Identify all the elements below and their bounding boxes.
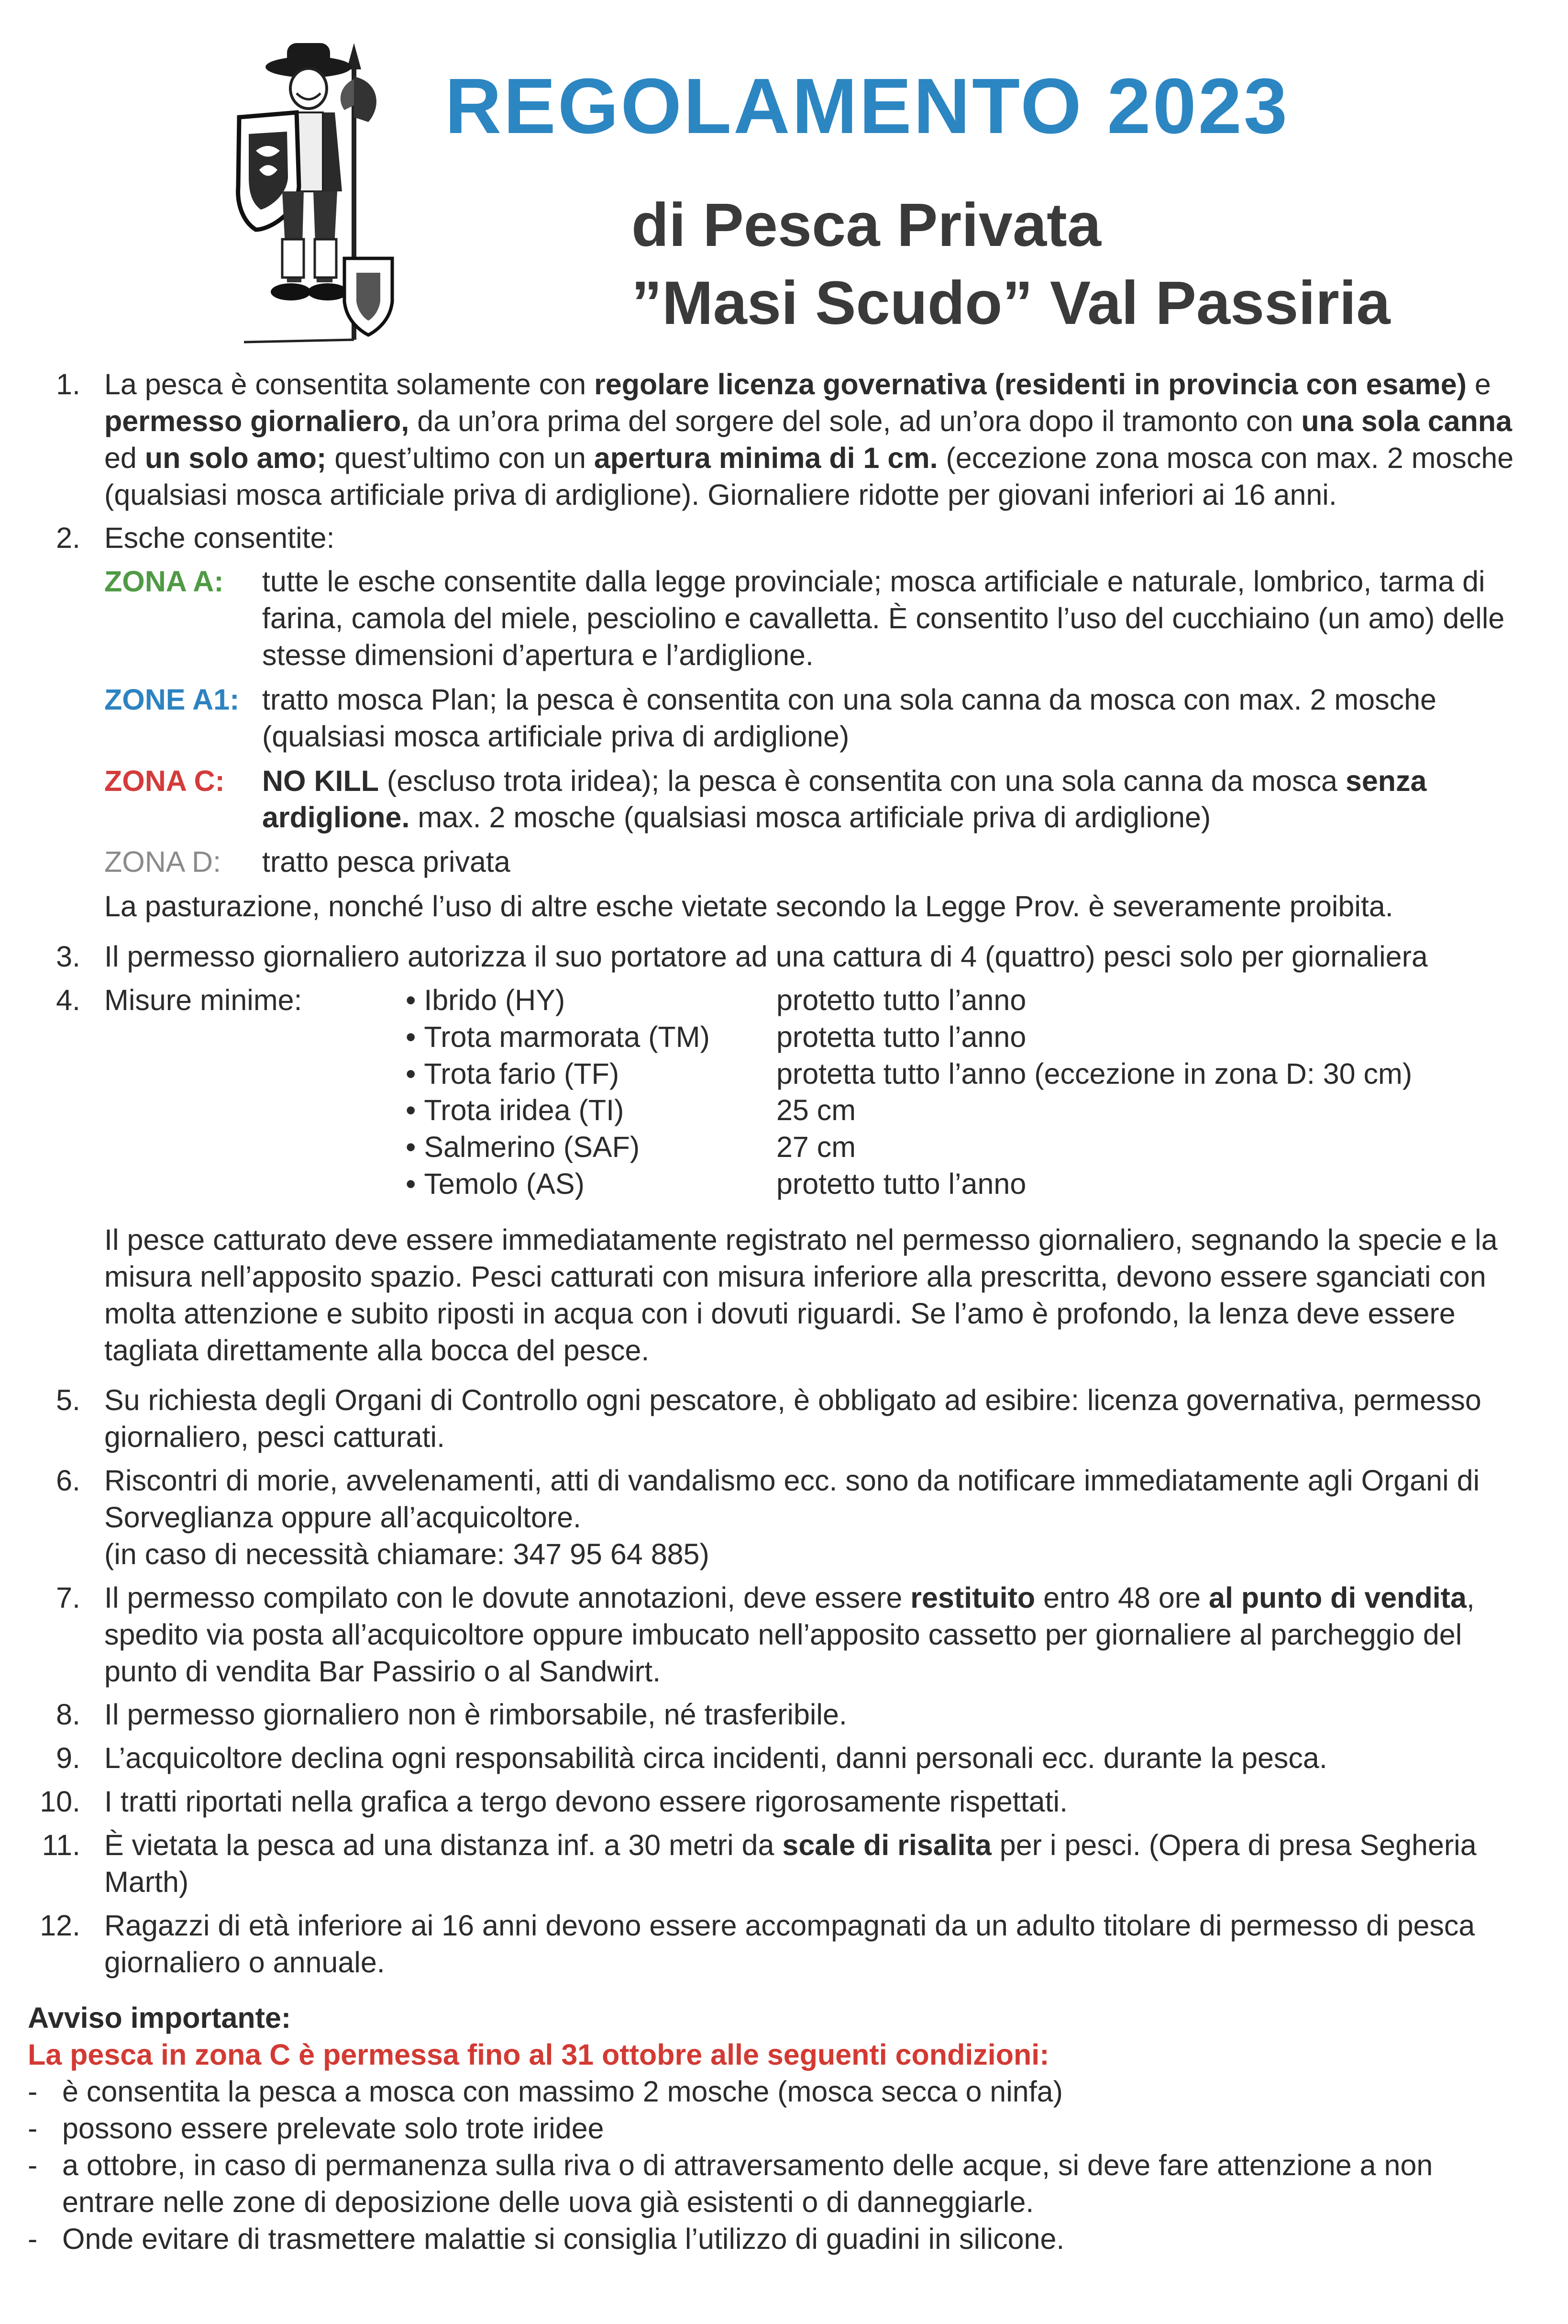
list-item [28,2110,1516,2147]
zone-a1 [104,681,1516,755]
species-name: • Ibrido (HY) [406,982,776,1019]
text-run: La pesca è consentita solamente con [104,368,595,400]
emergency-phone: (in caso di necessità chiamare: 347 95 64 885) [104,1537,709,1570]
text-run: , spedito via posta all’acquicoltore oppure imbucato nell’apposito cassetto per giornaliere al parcheggio del punto di vendita Bar Passirio o al Sandwirt. [104,1581,1475,1688]
list-item [28,2073,1516,2110]
important-notice [28,2000,1516,2257]
rule-text [104,1462,1516,1573]
rule-12 [28,1907,1516,1981]
rule-number: 7. [56,1581,80,1614]
zone-d [104,844,1516,880]
rule-text: Il permesso giornaliero non è rimborsabile, né trasferibile. [104,1698,847,1731]
species-size: protetto tutto l’anno [776,983,1027,1016]
list-item-text: è consentita la pesca a mosca con massimo 2 mosche (mosca secca o ninfa) [62,2075,1063,2108]
list-item [28,2221,1516,2257]
dash-marker: - [28,2222,38,2255]
rule-text [104,520,1516,932]
zone-a-text: tutte le esche consentite dalla legge provinciale; mosca artificiale e naturale, lombrico, tarma di farina, camola del miele, pesciolino e cavalletta. È consentito l’uso del cucchiaino (un amo) delle stesse dimensioni d’apertura e l’ardiglione. [262,565,1505,672]
species-size: 27 cm [776,1131,856,1164]
zone-c-label: ZONA C: [104,764,225,797]
text-run: max. 2 mosche (qualsiasi mosca artificiale priva di ardiglione) [409,801,1211,834]
species-size: protetta tutto l’anno (eccezione in zona D: 30 cm) [776,1057,1413,1090]
bold-run: senza ardiglione. [262,764,1427,834]
zone-d-text: tratto pesca privata [262,845,510,878]
rule-4 [28,982,1516,1376]
dash-marker: - [28,2075,38,2108]
text-run: entro 48 ore [1035,1581,1209,1614]
logo-guard-figure-icon [210,33,402,349]
subtitle-line-2: ”Masi Scudo” Val Passiria [631,268,1391,337]
rule-1 [28,366,1516,513]
rule-6-text: Riscontri di morie, avvelenamenti, atti di vandalismo ecc. sono da notificare immediatamente agli Organi di Sorveglianza oppure all’acquicoltore. [104,1464,1480,1534]
rule-number: 9. [56,1742,80,1775]
rule-number: 10. [40,1785,80,1818]
bold-run: restituito [910,1581,1036,1614]
rule-text: Il permesso giornaliero autorizza il suo portatore ad una cattura di 4 (quattro) pesci solo per giornaliera [104,940,1428,973]
bold-run: una sola canna [1301,404,1513,437]
text-run: Il permesso compilato con le dovute annotazioni, deve essere [104,1581,911,1614]
text-run: quest’ultimo con un [326,441,594,474]
rule-9 [28,1740,1516,1777]
list-item [28,2147,1516,2221]
rule-number: 4. [56,983,80,1016]
zone-a [104,563,1516,674]
bold-run: regolare licenza governativa (residenti in provincia con esame) [594,368,1467,400]
text-run: da un’ora prima del sorgere del sole, ad un’ora dopo il tramonto con [409,404,1302,437]
species-name: • Temolo (AS) [406,1166,776,1202]
rules-list [28,366,1516,2257]
rule-text [104,982,1516,1376]
notice-list [28,2073,1516,2257]
bold-run: apertura minima di 1 cm. [594,441,938,474]
list-item-text: possono essere prelevate solo trote iridee [62,2112,604,2145]
rule-8 [28,1696,1516,1733]
bold-run: un solo amo; [144,441,327,474]
minimum-sizes-label: Misure minime: [104,983,302,1016]
rule-text [104,1579,1516,1690]
rule-6 [28,1462,1516,1573]
rule-3 [28,938,1516,975]
rule-2-intro: Esche consentite: [104,522,335,555]
rule-number: 3. [56,940,80,973]
zone-c [104,763,1516,836]
dash-marker: - [28,2112,38,2145]
bold-run: al punto di vendita [1209,1581,1467,1614]
text-run: (eccezione zona mosca con max. 2 mosche (qualsiasi mosca artificiale priva di ardiglione). Giornaliere ridotte per giovani inferiori ai 16 anni. [104,441,1514,511]
rule-10 [28,1783,1516,1820]
text-run: ed [104,441,145,474]
rule-number: 5. [56,1384,80,1417]
rule-text [104,366,1516,513]
rule-4-note: Il pesce catturato deve essere immediatamente registrato nel permesso giornaliero, segnando la specie e la misura nell’apposito spazio. Pesci catturati con misura inferiore alla prescritta, devono essere sganciati con molta attenzione e subito riposti in acqua con i dovuti riguardi. Se l’amo è profondo, la lenza deve essere tagliata direttamente alla bocca del pesce. [104,1223,1498,1367]
zones-list [104,563,1516,880]
text-run: per i pesci. (Opera di presa Segheria Marth) [104,1828,1477,1898]
rule-number: 1. [56,368,80,400]
zone-a-label: ZONA A: [104,565,224,598]
rule-text: Su richiesta degli Organi di Controllo ogni pescatore, è obbligato ad esibire: licenza governativa, permesso giornaliero, pesci catturati. [104,1384,1481,1454]
rule-number: 12. [40,1909,80,1942]
notice-subheading: La pesca in zona C è permessa fino al 31 ottobre alle seguenti condizioni: [28,2038,1049,2071]
zone-d-label: ZONA D: [104,845,221,878]
text-run: e [1466,368,1491,400]
zone-a1-label: ZONE A1: [104,683,240,716]
species-size: protetto tutto l’anno [776,1168,1027,1201]
list-item-text: a ottobre, in caso di permanenza sulla riva o di attraversamento delle acque, si deve fare attenzione a non entrare nelle zone di deposizione delle uova già esistenti o di danneggiarle. [62,2148,1433,2218]
text-run: (escluso trota iridea); la pesca è consentita con una sola canna da mosca [378,764,1346,797]
zone-a1-text: tratto mosca Plan; la pesca è consentita con una sola canna da mosca con max. 2 mosche (qualsiasi mosca artificiale priva di ardiglione) [262,683,1436,753]
rule-text: L’acquicoltore declina ogni responsabilità circa incidenti, danni personali ecc. durante la pesca. [104,1742,1327,1775]
bold-run: scale di risalita [782,1828,992,1861]
rule-text [104,1827,1516,1901]
minimum-sizes [104,982,1516,1202]
dash-marker: - [28,2148,38,2181]
rule-2 [28,520,1516,932]
bold-run: permesso giornaliero, [104,404,409,437]
species-name: • Trota iridea (TI) [406,1092,776,1129]
rule-number: 2. [56,522,80,555]
rule-2-outro: La pasturazione, nonché l’uso di altre esche vietate secondo la Legge Prov. è severamente proibita. [104,890,1393,923]
species-size: 25 cm [776,1094,856,1127]
rule-5 [28,1382,1516,1456]
list-item-text: Onde evitare di trasmettere malattie si consiglia l’utilizzo di guadini in silicone. [62,2222,1065,2255]
rule-number: 11. [42,1828,80,1861]
rule-text: Ragazzi di età inferiore ai 16 anni devono essere accompagnati da un adulto titolare di permesso di pesca giornaliero o annuale. [104,1909,1475,1979]
species-name: • Trota fario (TF) [406,1056,776,1092]
species-name: • Trota marmorata (TM) [406,1019,776,1056]
rule-number: 8. [56,1698,80,1731]
rule-11 [28,1827,1516,1901]
page-subtitle [631,187,1391,342]
rule-text: I tratti riportati nella grafica a tergo devono essere rigorosamente rispettati. [104,1785,1068,1818]
species-name: • Salmerino (SAF) [406,1129,776,1166]
rule-7 [28,1579,1516,1690]
bold-run: NO KILL [262,764,379,797]
species-size: protetta tutto l’anno [776,1020,1027,1053]
notice-heading: Avviso importante: [28,2002,291,2035]
page-title: REGOLAMENTO 2023 [445,62,1290,150]
text-run: È vietata la pesca ad una distanza inf. a 30 metri da [104,1828,783,1861]
rule-number: 6. [56,1464,80,1497]
species-table [406,982,1412,1202]
zone-c-text [262,763,1516,836]
subtitle-line-1: di Pesca Privata [631,191,1101,259]
